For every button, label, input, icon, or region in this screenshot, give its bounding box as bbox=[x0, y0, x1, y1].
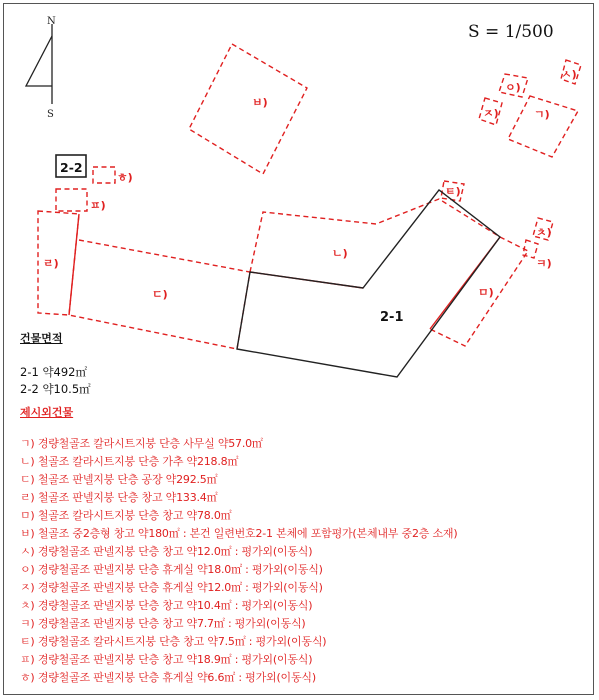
label-ka: ㅋ) bbox=[536, 257, 552, 270]
label-na: ㄴ) bbox=[332, 247, 348, 260]
parcel-2-2-label: 2-2 bbox=[60, 160, 83, 175]
label-ta: ㅌ) bbox=[445, 185, 461, 198]
excluded-building-item: ㄱ) 경량철골조 칼라시트지붕 단층 사무실 약57.0㎡ bbox=[20, 437, 263, 450]
label-a: ㅇ) bbox=[505, 81, 521, 94]
excluded-building-item: ㅇ) 경량철골조 판넬지붕 단층 휴게실 약18.0㎡ : 평가외(이동식) bbox=[20, 563, 323, 576]
excluded-building-item: ㅎ) 경량철골조 판넬지붕 단층 휴게실 약6.6㎡ : 평가외(이동식) bbox=[20, 671, 316, 684]
scale-label: S = 1/500 bbox=[468, 22, 554, 42]
north-arrow-icon bbox=[26, 16, 56, 120]
building-ha-outline bbox=[93, 167, 115, 183]
building-area-heading: 건물면적 bbox=[20, 332, 63, 345]
building-na-outline bbox=[250, 199, 500, 272]
excluded-building-item: ㅍ) 경량철골조 판넬지붕 단층 창고 약18.9㎡ : 평가외(이동식) bbox=[20, 653, 313, 666]
excluded-building-item: ㅁ) 철골조 칼라시트지붕 단층 창고 약78.0㎡ bbox=[20, 509, 232, 522]
label-da: ㄷ) bbox=[152, 288, 168, 301]
south-label: S bbox=[47, 109, 54, 120]
building-ga-outline bbox=[508, 96, 578, 157]
label-ja: ㅈ) bbox=[483, 107, 499, 120]
excluded-building-item: ㅋ) 경량철골조 판넬지붕 단층 창고 약7.7㎡ : 평가외(이동식) bbox=[20, 617, 306, 630]
north-label: N bbox=[47, 16, 56, 27]
label-ga: ㄱ) bbox=[534, 108, 550, 121]
label-pa: ㅍ) bbox=[90, 199, 106, 212]
excluded-building-item: ㅊ) 경량철골조 판넬지붕 단층 창고 약10.4㎡ : 평가외(이동식) bbox=[20, 599, 313, 612]
excluded-building-item: ㄴ) 철골조 칼라시트지붕 단층 가추 약218.8㎡ bbox=[20, 455, 239, 468]
excluded-building-item: ㅅ) 경량철골조 판넬지붕 단층 창고 약12.0㎡ : 평가외(이동식) bbox=[20, 545, 313, 558]
excluded-building-item: ㅌ) 경량철골조 칼라시트지붕 단층 창고 약7.5㎡ : 평가외(이동식) bbox=[20, 635, 327, 648]
building-ba-outline bbox=[189, 44, 307, 174]
parcel-2-1-label: 2-1 bbox=[380, 310, 404, 325]
excluded-building-item: ㄷ) 철골조 판넬지붕 단층 공장 약292.5㎡ bbox=[20, 473, 218, 486]
excluded-building-item: ㄹ) 철골조 판넬지붕 단층 창고 약133.4㎡ bbox=[20, 491, 218, 504]
building-da-wall bbox=[69, 214, 79, 315]
main-building-2-1-outline bbox=[237, 190, 500, 377]
excluded-building-item: ㅂ) 철골조 중2층형 창고 약180㎡ : 본건 일련번호2-1 본체에 포함평가(본체내부 중2층 소재) bbox=[20, 527, 458, 540]
building-area-list bbox=[20, 364, 91, 398]
label-sa: ㅅ) bbox=[561, 68, 577, 81]
excluded-buildings-heading: 제시외건물 bbox=[20, 406, 74, 419]
label-ma: ㅁ) bbox=[478, 286, 494, 299]
excluded-buildings-list bbox=[20, 435, 457, 687]
building-pa-outline bbox=[56, 189, 87, 211]
excluded-building-item: ㅈ) 경량철골조 판넬지붕 단층 휴게실 약12.0㎡ : 평가외(이동식) bbox=[20, 581, 323, 594]
label-ha: ㅎ) bbox=[117, 171, 133, 184]
label-ba: ㅂ) bbox=[252, 96, 268, 109]
building-area-item: 2-2 약10.5㎡ bbox=[20, 382, 91, 396]
label-ra: ㄹ) bbox=[43, 257, 59, 270]
label-cha: ㅊ) bbox=[536, 226, 552, 239]
building-area-item: 2-1 약492㎡ bbox=[20, 365, 87, 379]
